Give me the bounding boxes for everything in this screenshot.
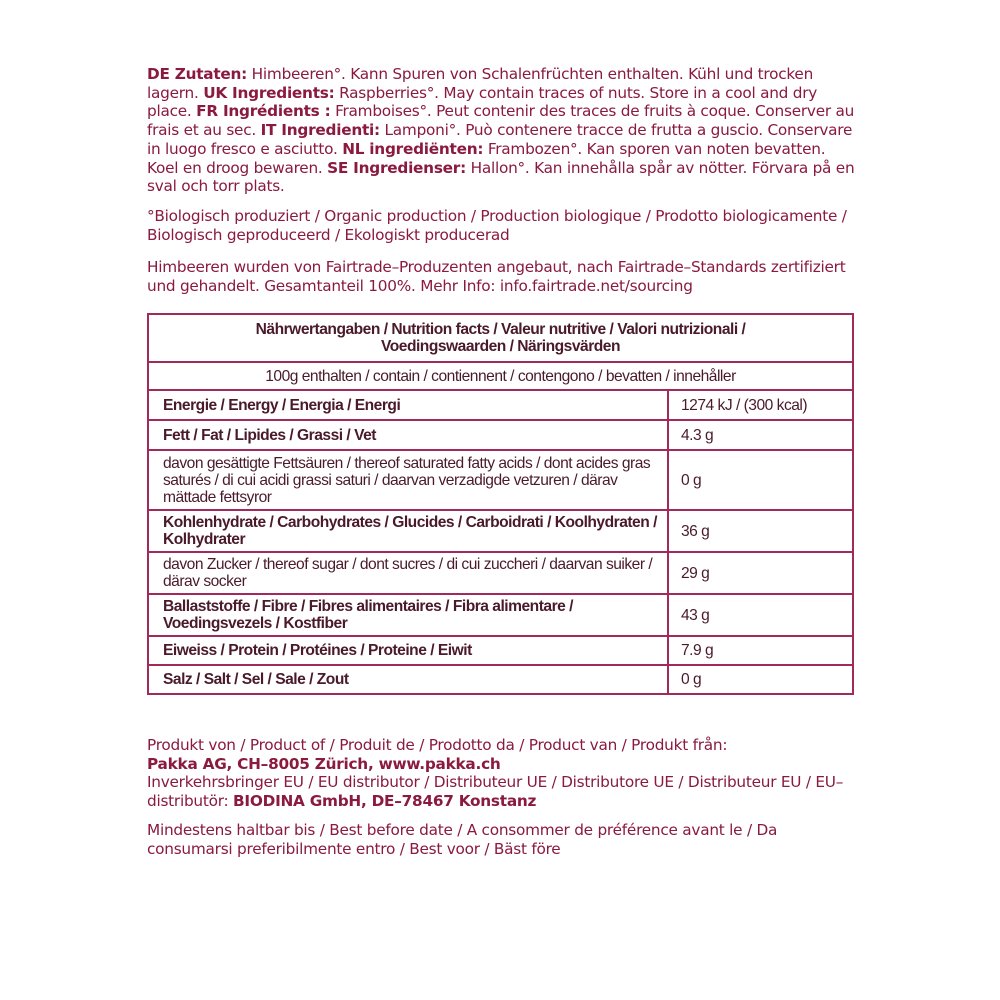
- nutrition-per-100g: 100g enthalten / contain / contiennent / contengono / bevatten / innehåller: [148, 362, 853, 390]
- ingredients-uk-label: UK Ingredients:: [203, 83, 335, 102]
- nutrition-title-line1: Nährwertangaben / Nutrition facts / Valeur nutritive / Valori nutrizionali /: [255, 321, 746, 338]
- nutrition-value: 1274 kJ / (300 kcal): [668, 390, 853, 420]
- fairtrade-note: Himbeeren wurden von Fairtrade–Produzenten angebaut, nach Fairtrade–Standards zertifiziert und gehandelt. Gesamtanteil 100%. Mehr Info: info.fairtrade.net/sourcing: [147, 258, 846, 295]
- distributor-label: Inverkehrsbringer EU / EU distributor / Distributeur UE / Distributore UE / Distributeur EU / EU–distributör:: [147, 773, 844, 811]
- ingredients-fr-label: FR Ingrédients :: [196, 102, 331, 121]
- ingredients-nl-label: NL ingrediënten:: [342, 139, 484, 158]
- ingredients-de-label: DE Zutaten:: [147, 65, 248, 83]
- ingredients-text: [147, 65, 857, 196]
- nutrition-label: Kohlenhydrate / Carbohydrates / Glucides / Carboidrati / Koolhydraten / Kolhydrater: [148, 510, 668, 552]
- nutrition-title-line2: Voedingswaarden / Näringsvärden: [381, 338, 620, 355]
- organic-note: °Biologisch produziert / Organic production / Production biologique / Prodotto biologicamente / Biologisch geproduceerd / Ekologiskt producerad: [147, 207, 847, 244]
- nutrition-value: 36 g: [668, 510, 853, 552]
- distributor-company: BIODINA GmbH, DE–78467 Konstanz: [233, 792, 537, 811]
- nutrition-value: 0 g: [668, 450, 853, 510]
- nutrition-row-fat: [148, 420, 853, 450]
- ingredients-it-text: Lamponi°. Può contenere tracce de frutta a guscio. Conservare in luogo fresco e asciutto.: [147, 121, 853, 158]
- ingredients-se-text: Hallon°. Kan innehålla spår av nötter. Förvara på en sval och torr plats.: [147, 158, 855, 196]
- ingredients-nl-text: Frambozen°. Kan sporen van noten bevatten. Koel en droog bewaren.: [147, 139, 826, 177]
- producer-company: Pakka AG, CH–8005 Zürich, www.pakka.ch: [147, 754, 501, 773]
- nutrition-value: 7.9 g: [668, 636, 853, 665]
- nutrition-value: 29 g: [668, 552, 853, 594]
- nutrition-label: Ballaststoffe / Fibre / Fibres alimentaires / Fibra alimentare / Voedingsvezels / Kostfiber: [148, 594, 668, 636]
- nutrition-label: Fett / Fat / Lipides / Grassi / Vet: [148, 420, 668, 450]
- nutrition-row-fibre: [148, 594, 853, 636]
- nutrition-value: 43 g: [668, 594, 853, 636]
- ingredients-se-label: SE Ingredienser:: [327, 158, 466, 177]
- nutrition-title: [148, 314, 853, 362]
- ingredients-de-text: Himbeeren°. Kann Spuren von Schalenfrüchten enthalten. Kühl und trocken lagern.: [147, 65, 814, 102]
- nutrition-value: 0 g: [668, 665, 853, 694]
- nutrition-row-energy: [148, 390, 853, 420]
- nutrition-label: Salz / Salt / Sel / Sale / Zout: [148, 665, 668, 694]
- product-of-label: Produkt von / Product of / Produit de / Prodotto da / Product van / Produkt från:: [147, 736, 728, 754]
- ingredients-it-label: IT Ingredienti:: [260, 121, 380, 140]
- nutrition-label: davon gesättigte Fettsäuren / thereof saturated fatty acids / dont acides gras saturés / di cui acidi grassi saturi / daarvan verzadigde vetzuren / därav mättade fettsyror: [148, 450, 668, 510]
- nutrition-label: davon Zucker / thereof sugar / dont sucres / di cui zuccheri / daarvan suiker / därav socker: [148, 552, 668, 594]
- nutrition-row-carbohydrates: [148, 510, 853, 552]
- nutrition-table: [147, 313, 854, 695]
- nutrition-label: Eiweiss / Protein / Protéines / Proteine / Eiwit: [148, 636, 668, 665]
- nutrition-row-protein: [148, 636, 853, 665]
- nutrition-label: Energie / Energy / Energia / Energi: [148, 390, 668, 420]
- ingredients-fr-text: Framboises°. Peut contenir des traces de fruits à coque. Conserver au frais et au sec.: [147, 102, 855, 140]
- nutrition-row-salt: [148, 665, 853, 694]
- nutrition-value: 4.3 g: [668, 420, 853, 450]
- nutrition-row-saturated-fat: [148, 450, 853, 510]
- best-before-note: Mindestens haltbar bis / Best before date / A consommer de préférence avant le / Da consumarsi preferibilmente entro / Best voor / Bäst före: [147, 821, 778, 858]
- nutrition-row-sugar: [148, 552, 853, 594]
- ingredients-uk-text: Raspberries°. May contain traces of nuts. Store in a cool and dry place.: [147, 83, 818, 121]
- producer-info: [147, 736, 857, 811]
